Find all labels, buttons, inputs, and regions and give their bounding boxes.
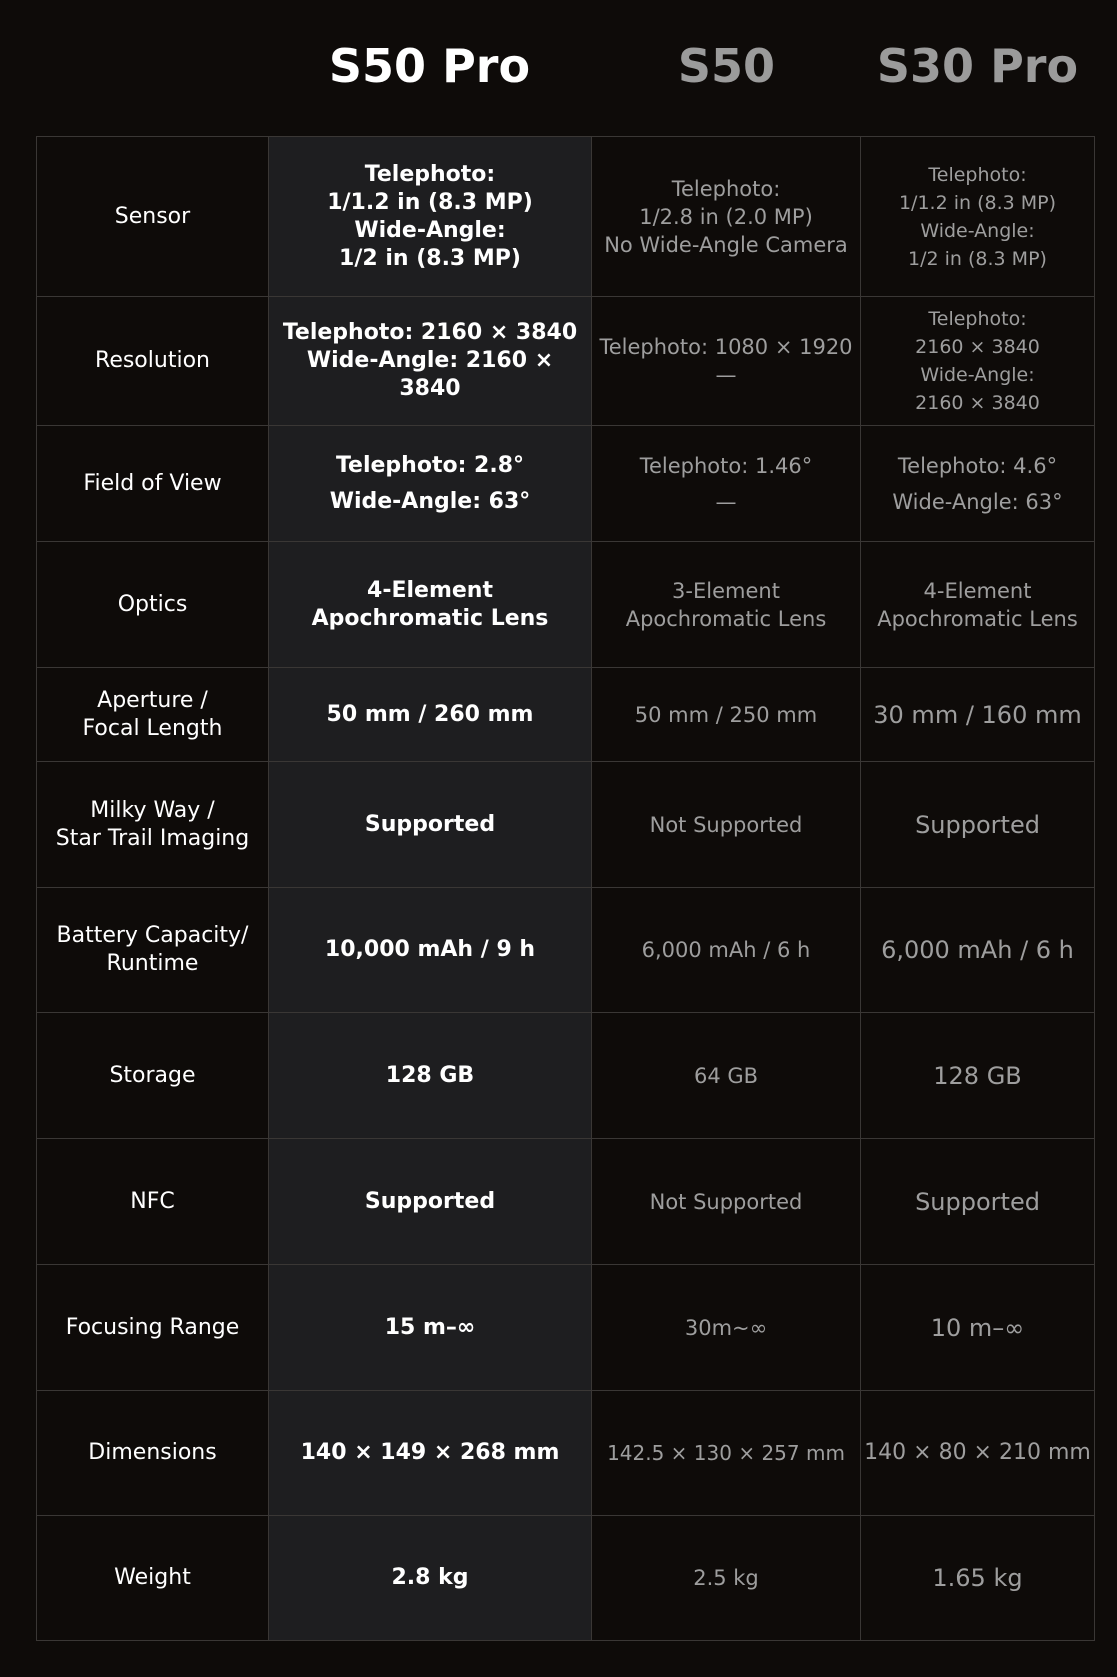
cell-s50-pro: Supported (269, 1139, 592, 1265)
cell-s50: 2.5 kg (592, 1516, 861, 1641)
table-row (37, 888, 1095, 1013)
cell-s30-pro: 128 GB (861, 1013, 1095, 1139)
cell-s50-pro: Telephoto: 2160 × 3840 Wide-Angle: 2160 × 3840 (269, 297, 592, 426)
table-row (37, 137, 1095, 297)
cell-s30-pro: Supported (861, 762, 1095, 888)
cell-s50-pro: 15 m–∞ (269, 1265, 592, 1391)
cell-s50: 50 mm / 250 mm (592, 668, 861, 762)
cell-s50: 6,000 mAh / 6 h (592, 888, 861, 1013)
row-label-resolution: Resolution (37, 297, 269, 426)
table-row (37, 1013, 1095, 1139)
table-row (37, 542, 1095, 668)
column-headers (0, 0, 1117, 136)
cell-s30-pro: Telephoto: 1/1.2 in (8.3 MP) Wide-Angle: 1/2 in (8.3 MP) (861, 137, 1095, 297)
cell-s30-pro: 1.65 kg (861, 1516, 1095, 1641)
row-label-milky-way: Milky Way / Star Trail Imaging (37, 762, 269, 888)
header-s30-pro: S30 Pro (876, 39, 1079, 93)
table-row (37, 297, 1095, 426)
cell-s50-pro: 10,000 mAh / 9 h (269, 888, 592, 1013)
cell-s30-pro: Telephoto: 4.6° Wide-Angle: 63° (861, 426, 1095, 542)
row-label-battery: Battery Capacity/ Runtime (37, 888, 269, 1013)
cell-s30-pro: 6,000 mAh / 6 h (861, 888, 1095, 1013)
cell-s30-pro: Supported (861, 1139, 1095, 1265)
cell-s30-pro: Telephoto: 2160 × 3840 Wide-Angle: 2160 × 3840 (861, 297, 1095, 426)
row-label-dimensions: Dimensions (37, 1391, 269, 1516)
row-label-weight: Weight (37, 1516, 269, 1641)
cell-s50: 30m~∞ (592, 1265, 861, 1391)
cell-s30-pro: 10 m–∞ (861, 1265, 1095, 1391)
cell-s30-pro: 140 × 80 × 210 mm (861, 1391, 1095, 1516)
table-row (37, 1265, 1095, 1391)
cell-s50-pro: Telephoto: 1/1.2 in (8.3 MP) Wide-Angle: 1/2 in (8.3 MP) (269, 137, 592, 297)
cell-s50-pro: Telephoto: 2.8° Wide-Angle: 63° (269, 426, 592, 542)
header-s50: S50 (677, 39, 776, 93)
row-label-optics: Optics (37, 542, 269, 668)
cell-s50: Telephoto: 1.46° — (592, 426, 861, 542)
table-row (37, 426, 1095, 542)
cell-s50: Telephoto: 1080 × 1920 — (592, 297, 861, 426)
cell-s50-pro: 2.8 kg (269, 1516, 592, 1641)
cell-s30-pro: 4-Element Apochromatic Lens (861, 542, 1095, 668)
cell-s50-pro: Supported (269, 762, 592, 888)
spec-comparison-table (36, 136, 1095, 1641)
row-label-storage: Storage (37, 1013, 269, 1139)
row-label-focusing-range: Focusing Range (37, 1265, 269, 1391)
table-row (37, 762, 1095, 888)
cell-s50: Telephoto: 1/2.8 in (2.0 MP) No Wide-Angle Camera (592, 137, 861, 297)
row-label-field-of-view: Field of View (37, 426, 269, 542)
table-row (37, 1139, 1095, 1265)
cell-s50: 142.5 × 130 × 257 mm (592, 1391, 861, 1516)
cell-s50: 3-Element Apochromatic Lens (592, 542, 861, 668)
cell-s50-pro: 128 GB (269, 1013, 592, 1139)
table-row (37, 1391, 1095, 1516)
header-s50-pro: S50 Pro (328, 39, 531, 93)
cell-s50: 64 GB (592, 1013, 861, 1139)
cell-s50-pro: 4-Element Apochromatic Lens (269, 542, 592, 668)
cell-s50-pro: 140 × 149 × 268 mm (269, 1391, 592, 1516)
row-label-nfc: NFC (37, 1139, 269, 1265)
cell-s30-pro: 30 mm / 160 mm (861, 668, 1095, 762)
cell-s50: Not Supported (592, 1139, 861, 1265)
table-row (37, 668, 1095, 762)
row-label-sensor: Sensor (37, 137, 269, 297)
row-label-aperture: Aperture / Focal Length (37, 668, 269, 762)
cell-s50: Not Supported (592, 762, 861, 888)
table-row (37, 1516, 1095, 1641)
cell-s50-pro: 50 mm / 260 mm (269, 668, 592, 762)
